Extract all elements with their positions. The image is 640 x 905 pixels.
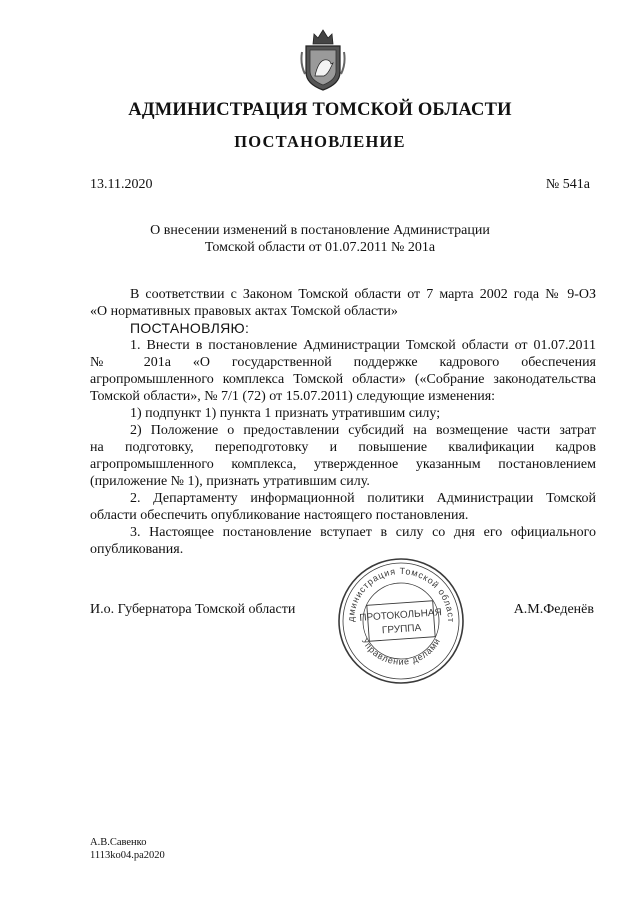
text-line: «О нормативных правовых актах Томской области»: [90, 304, 398, 319]
stamp-center-line: ПРОТОКОЛЬНАЯ: [359, 607, 443, 624]
text-line: 2) Положение о предоставлении субсидий на возмещение части затрат: [130, 423, 596, 438]
stamp-ring-top: дминистрация Томской област: [345, 565, 457, 623]
signatory-name: А.М.Феденёв: [513, 602, 594, 617]
document-date: 13.11.2020: [90, 177, 153, 192]
coat-of-arms-icon: [300, 28, 346, 92]
text-line: на подготовку, переподготовку и повышение квалификации кадров: [90, 440, 596, 455]
subitem-1: [90, 405, 596, 422]
item-3: [90, 524, 596, 558]
text-line: В соответствии с Законом Томской области от 7 марта 2002 года № 9-ОЗ: [130, 287, 596, 302]
signatory-title: И.о. Губернатора Томской области: [90, 602, 296, 617]
stamp-center-line: ГРУППА: [381, 622, 422, 637]
text-line: 3. Настоящее постановление вступает в силу со дня его официального: [130, 525, 596, 540]
document-code: 1113ko04.pa2020: [90, 850, 165, 861]
footer-notes: [90, 836, 165, 862]
item-1: [90, 337, 596, 405]
organization-title: АДМИНИСТРАЦИЯ ТОМСКОЙ ОБЛАСТИ: [128, 100, 512, 120]
item-2: [90, 490, 596, 524]
document-number: № 541а: [545, 177, 590, 192]
text-line: 1. Внести в постановление Администрации Томской области от 01.07.2011: [130, 338, 596, 353]
text-line: Томской области», № 7/1 (72) от 15.07.2011) следующие изменения:: [90, 389, 496, 404]
document-body: [90, 286, 596, 558]
text-line: агропромышленного комплекса Томской области» («Собрание законодательства: [90, 372, 596, 387]
subitem-2: [90, 422, 596, 490]
text-line: области обеспечить опубликование настоящего постановления.: [90, 508, 469, 523]
document-subject: [0, 222, 640, 256]
text-line: агропромышленного комплекса, утвержденное указанным постановлением: [90, 457, 596, 472]
document-type: ПОСТАНОВЛЕНИЕ: [234, 132, 406, 151]
official-stamp: [336, 556, 466, 686]
subject-line: Томской области от 01.07.2011 № 201а: [204, 240, 436, 255]
executor-name: А.В.Савенко: [90, 837, 147, 848]
preamble: [90, 286, 596, 320]
text-line: 2. Департаменту информационной политики Администрации Томской: [130, 491, 596, 506]
text-line: № 201а «О государственной поддержке кадрового обеспечения: [90, 355, 596, 370]
text-line: (приложение № 1), признать утратившим силу.: [90, 474, 370, 489]
stamp-ring-bottom: Управление делами: [359, 636, 443, 667]
text-line: 1) подпункт 1) пункта 1 признать утратившим силу;: [130, 406, 441, 421]
subject-line: О внесении изменений в постановление Администрации: [150, 223, 490, 238]
text-line: опубликования.: [90, 542, 184, 557]
decree-word: ПОСТАНОВЛЯЮ:: [130, 320, 250, 336]
